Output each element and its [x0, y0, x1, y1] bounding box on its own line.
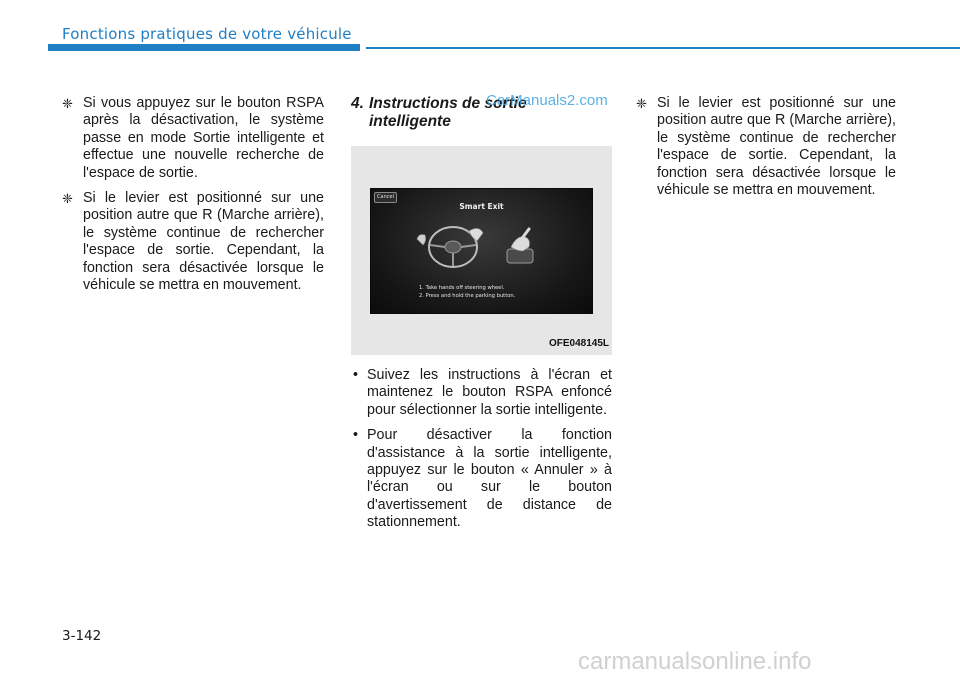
- watermark-link[interactable]: CarManuals2.com: [486, 92, 608, 109]
- screen-title: Smart Exit: [459, 202, 504, 211]
- header-rule: [366, 47, 960, 49]
- figure-smart-exit: [351, 146, 612, 355]
- bullet-item: [351, 427, 612, 531]
- left-column: [62, 95, 324, 302]
- parking-button-hand-icon: [507, 229, 533, 263]
- note-text: Si le levier est positionné sur une position autre que R (Marche arrière), le système continue de rechercher l'espace de sortie. Cependant, la fonction sera désactivée lorsque le véhicule se mettra en mouvement.: [657, 95, 896, 199]
- note-item: [62, 190, 324, 294]
- header-accent-bar: [48, 44, 360, 51]
- note-item: [636, 95, 896, 199]
- bullet-dot-icon: •: [353, 367, 359, 383]
- note-text: Si vous appuyez sur le bouton RSPA après la désactivation, le système passe en mode Sortie intelligente et effectue une nouvelle recherche de l'espace de sortie.: [83, 95, 324, 181]
- section-heading-text: Instructions de sortie intelligente: [369, 95, 527, 130]
- steering-and-button-illustration: [411, 217, 551, 277]
- figure-code: OFE048145L: [548, 337, 609, 349]
- bullet-dot-icon: •: [353, 427, 359, 444]
- note-text: Si le levier est positionné sur une position autre que R (Marche arrière), le système continue de rechercher l'espace de sortie. Cependant, la fonction sera désactivée lorsque le véhicule se mettra en mouvement.: [83, 190, 324, 294]
- watermark-footer: carmanualsonline.info: [578, 648, 812, 675]
- section-number: 4.: [351, 95, 364, 112]
- note-mark-icon: ❈: [62, 191, 73, 207]
- right-column: [636, 95, 896, 207]
- bullet-item: [351, 367, 612, 419]
- steering-wheel-icon: [417, 227, 483, 267]
- cancel-button: Cancel: [374, 192, 397, 203]
- bullet-text: Pour désactiver la fonction d'assistance à la sortie intelligente, appuyez sur le bouton « Annuler » à l'écran ou sur le bouton d'avertissement de distance de stationnement.: [367, 427, 612, 531]
- note-mark-icon: ❈: [636, 96, 647, 111]
- page-number: 3-142: [62, 628, 102, 644]
- screen-instruction-2: 2. Press and hold the parking button.: [419, 292, 516, 299]
- display-screen: [370, 188, 593, 314]
- screen-instruction-1: 1. Take hands off steering wheel.: [419, 285, 505, 291]
- note-item: [62, 95, 324, 182]
- middle-column: [351, 95, 612, 540]
- bullet-text: Suivez les instructions à l'écran et maintenez le bouton RSPA enfoncé pour sélectionner la sortie intelligente.: [367, 367, 612, 418]
- section-header-title: Fonctions pratiques de votre véhicule: [62, 25, 352, 43]
- screen-instructions: [419, 285, 515, 300]
- note-mark-icon: ❈: [62, 96, 73, 111]
